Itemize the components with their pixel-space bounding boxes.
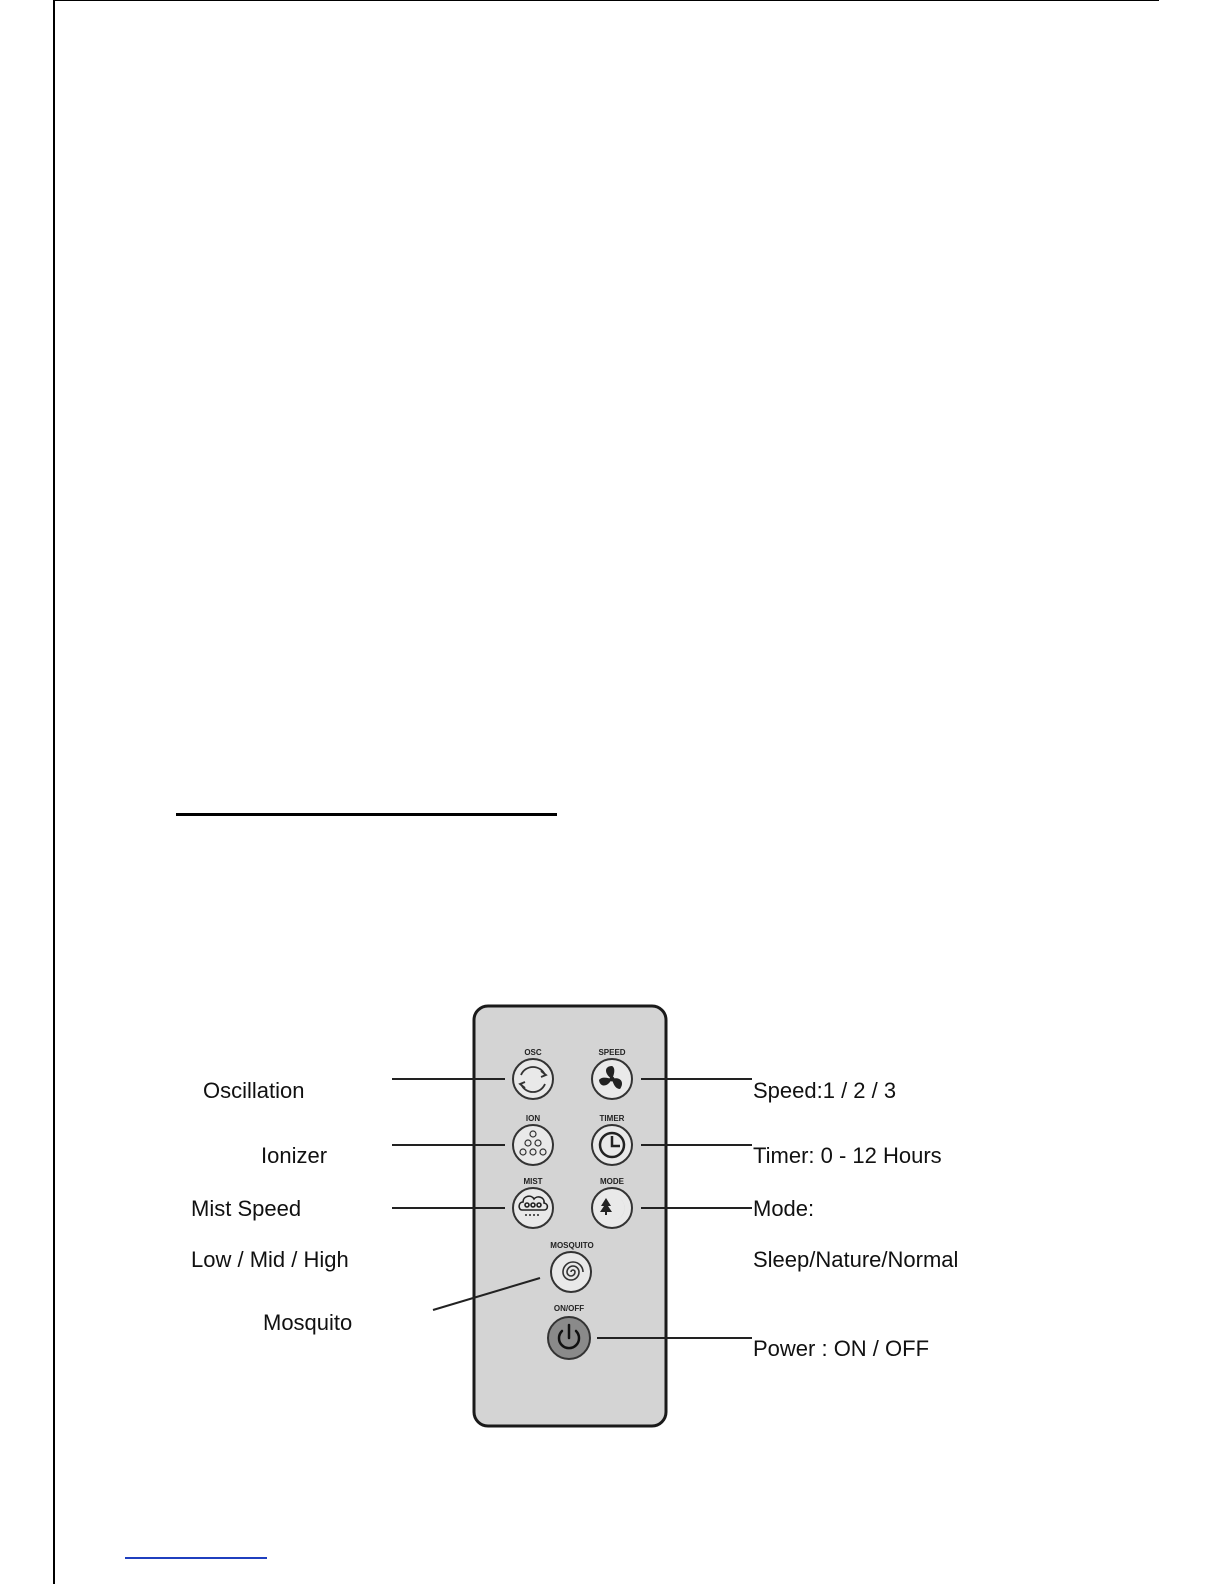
label-timer: Timer: 0 - 12 Hours [753,1143,942,1168]
power-button[interactable] [548,1304,590,1359]
power-button-label: ON/OFF [553,1304,585,1313]
timer-button-label: TIMER [599,1114,625,1123]
remote-body [474,1006,666,1426]
label-mosquito: Mosquito [263,1310,353,1335]
speed-button-label: SPEED [598,1048,626,1057]
mist-button-label: MIST [523,1177,543,1186]
osc-button-label: OSC [524,1048,542,1057]
label-mist-speed: Mist Speed [191,1196,302,1221]
label-mode: Mode: [753,1196,815,1221]
label-oscillation: Oscillation [203,1078,305,1103]
mosquito-button[interactable] [550,1241,593,1292]
mosquito-button-label: MOSQUITO [550,1241,594,1250]
label-power: Power : ON / OFF [753,1336,930,1361]
label-speed: Speed:1 / 2 / 3 [753,1078,897,1103]
label-mist-levels: Low / Mid / High [191,1247,349,1272]
ion-button-label: ION [525,1114,541,1123]
label-mode-options: Sleep/Nature/Normal [753,1247,959,1272]
label-ionizer: Ionizer [261,1143,328,1168]
mode-button-label: MODE [600,1177,624,1186]
